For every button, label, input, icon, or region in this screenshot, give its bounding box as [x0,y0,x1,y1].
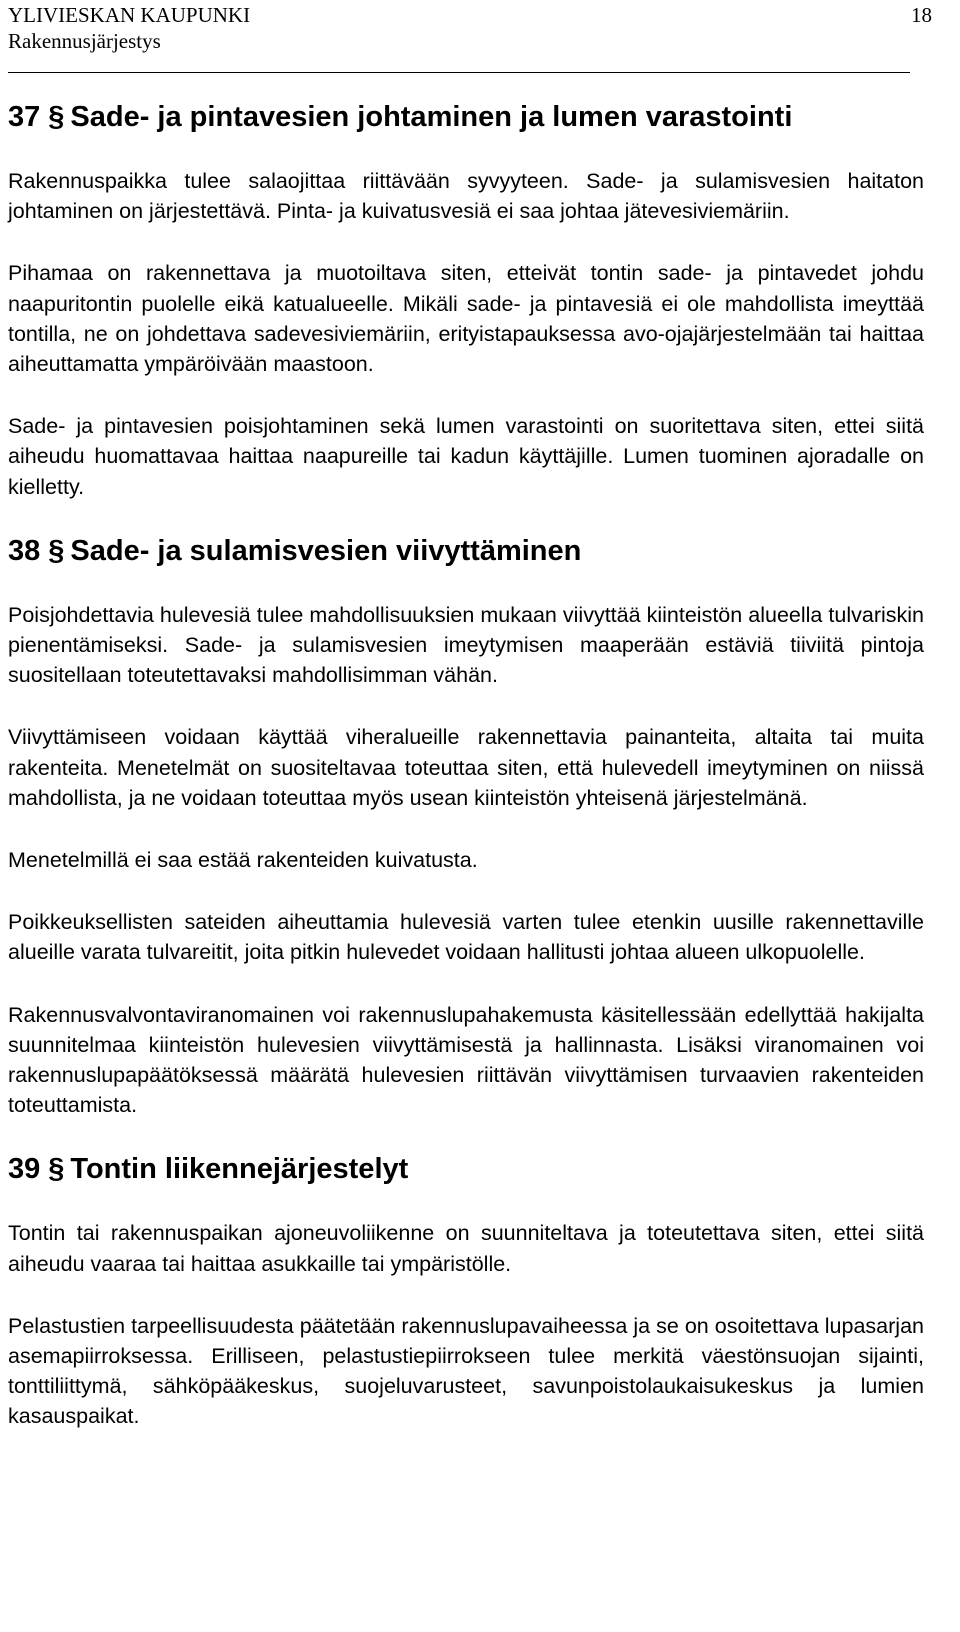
section-sign: § [48,101,65,133]
document-body [8,98,924,1432]
section-38-paragraph: Poisjohdettavia hulevesiä tulee mahdollisuuksien mukaan viivyttää kiinteistön alueella tulvariskin pienentämiseksi. Sade- ja sulamisvesien imeytymisen maaperään estäviä tiiviitä pintoja suositellaan toteutettavaksi mahdollisimman vähän. [8,602,924,688]
section-38-paragraph: Menetelmillä ei saa estää rakenteiden kuivatusta. [8,848,478,873]
section-title: Sade- ja pintavesien johtaminen ja lumen varastointi [70,101,793,133]
section-39-heading [8,1150,924,1188]
section-38-paragraph: Viivyttämiseen voidaan käyttää viheralueille rakennettavia painanteita, altaita tai muita rakenteita. Menetelmät on suositeltavaa toteuttaa siten, että hulevedell imeytyminen on niissä mahdollista, ja ne voidaan toteuttaa myös usean kiinteistön yhteisenä järjestelmänä. [8,725,924,810]
section-38-paragraph: Poikkeuksellisten sateiden aiheuttamia hulevesiä varten tulee etenkin uusille rakennettaville alueille varata tulvareitit, joita pitkin hulevedet voidaan hallitusti johtaa alueen ulkopuolelle. [8,910,924,965]
header-divider [8,72,910,73]
section-37-paragraph: Rakennuspaikka tulee salaojittaa riittävään syvyyteen. Sade- ja sulamisvesien haitaton johtaminen on järjestettävä. Pinta- ja kuivatusvesiä ei saa johtaa jätevesiviemäriin. [8,169,924,224]
section-39-paragraph: Pelastustien tarpeellisuudesta päätetään rakennuslupavaiheessa ja se on osoitettava lupasarjan asemapiirroksessa. Erilliseen, pelastustiepiirrokseen tulee merkitä väestönsuojan sijainti, tonttiliittymä, sähköpääkeskus, suojeluvarusteet, savunpoistolaukaisukeskus ja lumien kasauspaikat. [8,1313,924,1429]
section-38-paragraph: Rakennusvalvontaviranomainen voi rakennuslupahakemusta käsitellessään edellyttää hakijalta suunnitelmaa kiinteistön hulevesien viivyttämisestä ja hallinnasta. Lisäksi viranomainen voi rakennuslupapäätöksessä määrätä hulevesien riittävän viivyttämisen turvaavien rakenteiden toteuttamista. [8,1002,924,1118]
section-37-heading [8,98,924,136]
section-title: Sade- ja sulamisvesien viivyttäminen [70,534,582,567]
section-37-paragraph: Pihamaa on rakennettava ja muotoiltava siten, etteivät tontin sade- ja pintavedet johdu naapuritontin puolelle eikä katualueelle. Mikäli sade- ja pintavesiä ei ole mahdollista imeyttää tontilla, ne on johdettava sadevesiviemäriin, erityistapauksessa avo-ojajärjestelmään tai haittaa aiheuttamatta ympäröivään maastoon. [8,261,924,377]
section-38-heading [8,532,924,570]
section-sign: § [48,534,65,567]
section-sign: § [48,1153,65,1186]
section-title: Tontin liikennejärjestelyt [70,1153,409,1186]
section-number: 37 [8,101,41,133]
page-number: 18 [911,3,932,27]
organization-name: YLIVIESKAN KAUPUNKI [8,3,251,27]
section-number: 38 [8,534,41,567]
document-name: Rakennusjärjestys [8,29,161,53]
section-number: 39 [8,1153,41,1186]
section-39-paragraph: Tontin tai rakennuspaikan ajoneuvoliikenne on suunniteltava ja toteutettava siten, ettei siitä aiheudu vaaraa tai haittaa asukkaille tai ympäristölle. [8,1221,924,1276]
section-37-paragraph: Sade- ja pintavesien poisjohtaminen sekä lumen varastointi on suoritettava siten, ettei siitä aiheudu huomattavaa haittaa naapureille tai kadun käyttäjille. Lumen tuominen ajoradalle on kielletty. [8,414,924,499]
